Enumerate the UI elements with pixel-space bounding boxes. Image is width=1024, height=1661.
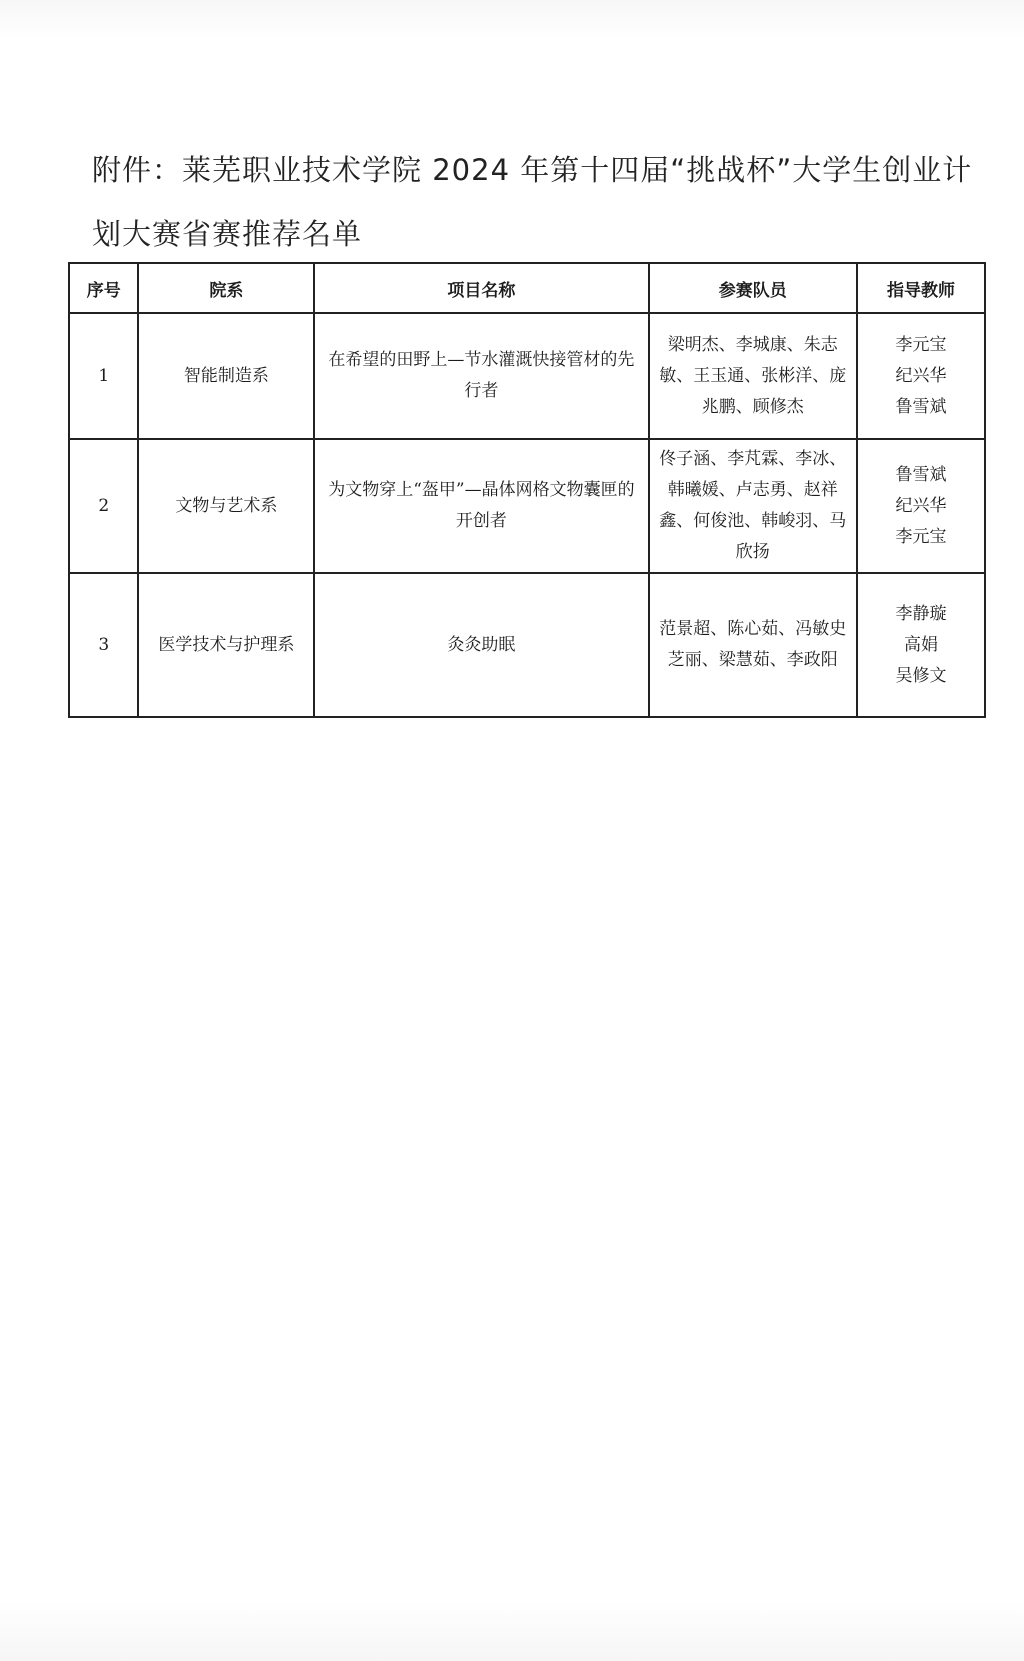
teacher-name: 李元宝 (895, 526, 947, 547)
header-project: 项目名称 (314, 263, 648, 313)
teacher-name: 纪兴华 (895, 495, 947, 516)
header-members: 参赛队员 (649, 263, 857, 313)
table-row (69, 313, 985, 439)
cell-dept: 医学技术与护理系 (138, 573, 314, 717)
cell-members: 梁明杰、李城康、朱志敏、王玉通、张彬洋、庞兆鹏、顾修杰 (649, 313, 857, 439)
table-row (69, 439, 985, 573)
teacher-name: 高娟 (903, 634, 938, 655)
cell-members: 佟子涵、李芃霖、李冰、韩曦媛、卢志勇、赵祥鑫、何俊池、韩峻羽、马欣扬 (649, 439, 857, 573)
cell-seq: 3 (69, 573, 138, 717)
recommendation-table (68, 262, 986, 718)
teacher-name: 鲁雪斌 (895, 464, 947, 485)
cell-dept: 智能制造系 (138, 313, 314, 439)
cell-teachers (857, 439, 985, 573)
teacher-name: 李元宝 (895, 334, 947, 355)
teacher-name: 吴修文 (895, 665, 947, 686)
cell-teachers (857, 313, 985, 439)
teacher-name: 纪兴华 (895, 365, 947, 386)
cell-project: 在希望的田野上—节水灌溉快接管材的先行者 (314, 313, 648, 439)
document-title (92, 138, 972, 266)
cell-project: 灸灸助眠 (314, 573, 648, 717)
cell-project: 为文物穿上“盔甲”—晶体网格文物囊匣的开创者 (314, 439, 648, 573)
cell-seq: 2 (69, 439, 138, 573)
teacher-name: 鲁雪斌 (895, 396, 947, 417)
title-line-2: 划大赛省赛推荐名单 (92, 217, 363, 251)
header-seq: 序号 (69, 263, 138, 313)
cell-dept: 文物与艺术系 (138, 439, 314, 573)
teacher-name: 李静璇 (895, 603, 947, 624)
header-dept: 院系 (138, 263, 314, 313)
cell-teachers (857, 573, 985, 717)
title-line-1: 附件：莱芜职业技术学院 2024 年第十四届“挑战杯”大学生创业计 (92, 153, 973, 187)
header-teachers: 指导教师 (857, 263, 985, 313)
table-header-row (69, 263, 985, 313)
cell-members: 范景超、陈心茹、冯敏史芝丽、梁慧茹、李政阳 (649, 573, 857, 717)
table-row (69, 573, 985, 717)
cell-seq: 1 (69, 313, 138, 439)
